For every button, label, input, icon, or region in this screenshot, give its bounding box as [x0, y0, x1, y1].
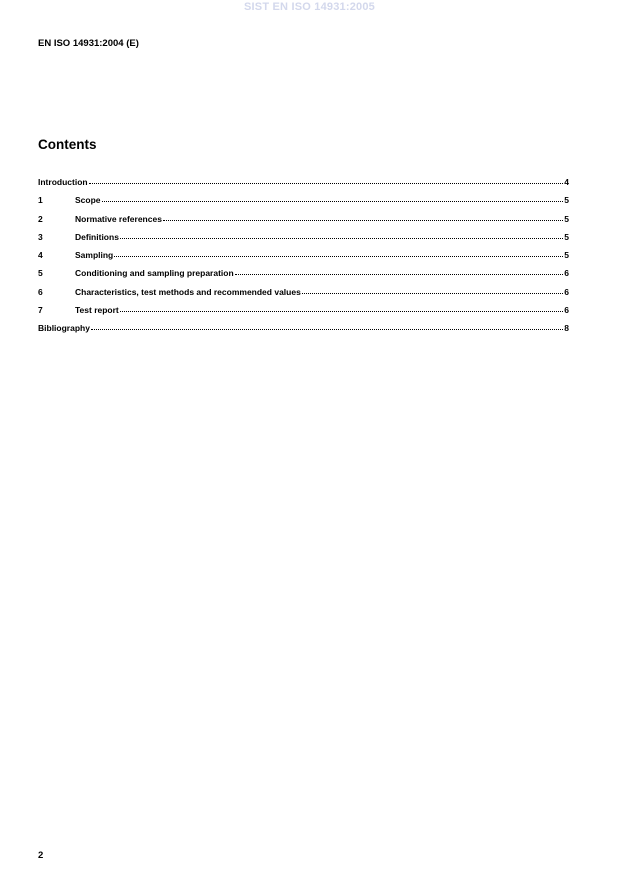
toc-entry-title: Introduction	[38, 177, 88, 187]
watermark-text: SIST EN ISO 14931:2005	[244, 1, 375, 13]
page-number: 2	[38, 850, 44, 861]
toc-dot-leader	[89, 175, 564, 184]
toc-entry-page: 5	[564, 213, 569, 224]
toc-entry-page: 6	[564, 268, 569, 279]
toc-entry-bibliography[interactable]	[38, 322, 569, 340]
toc-entry-title: Definitions	[75, 231, 119, 242]
contents-heading: Contents	[38, 137, 97, 152]
toc-dot-leader	[114, 248, 563, 257]
toc-entry-number: 5	[38, 268, 43, 279]
toc-entry-page: 5	[564, 231, 569, 242]
toc-entry-definitions[interactable]	[38, 231, 569, 249]
toc-entry-number: 3	[38, 231, 43, 242]
toc-entry-title: Conditioning and sampling preparation	[75, 268, 234, 279]
toc-entry-title: Test report	[75, 305, 119, 316]
toc-dot-leader	[102, 193, 564, 202]
toc-dot-leader	[302, 285, 563, 294]
toc-entry-test-report[interactable]	[38, 304, 569, 322]
toc-entry-title: Characteristics, test methods and recommended values	[75, 286, 301, 297]
toc-entry-number: 6	[38, 286, 43, 297]
toc-entry-page: 6	[564, 286, 569, 297]
toc-entry-page: 6	[564, 305, 569, 316]
table-of-contents	[38, 176, 569, 341]
toc-entry-number: 7	[38, 305, 43, 316]
toc-dot-leader	[91, 321, 563, 330]
toc-entry-number: 4	[38, 250, 43, 261]
document-id-header: EN ISO 14931:2004 (E)	[38, 38, 139, 49]
toc-entry-conditioning[interactable]	[38, 267, 569, 285]
toc-entry-title: Sampling	[75, 250, 114, 261]
toc-entry-page: 5	[564, 250, 569, 261]
toc-entry-scope[interactable]	[38, 194, 569, 212]
toc-entry-number: 1	[38, 195, 43, 206]
toc-dot-leader	[235, 266, 564, 275]
toc-entry-sampling[interactable]	[38, 249, 569, 267]
toc-entry-page: 4	[564, 177, 569, 187]
toc-entry-page: 8	[564, 323, 569, 334]
toc-entry-normative-references[interactable]	[38, 213, 569, 231]
toc-dot-leader	[120, 303, 563, 312]
toc-entry-introduction[interactable]	[38, 176, 569, 194]
toc-entry-characteristics[interactable]	[38, 286, 569, 304]
toc-entry-title: Bibliography	[38, 323, 90, 334]
toc-dot-leader	[163, 212, 563, 221]
toc-entry-title: Scope	[75, 195, 101, 206]
toc-entry-number: 2	[38, 213, 43, 224]
toc-dot-leader	[120, 230, 563, 239]
toc-entry-title: Normative references	[75, 213, 162, 224]
toc-entry-page: 5	[564, 195, 569, 206]
